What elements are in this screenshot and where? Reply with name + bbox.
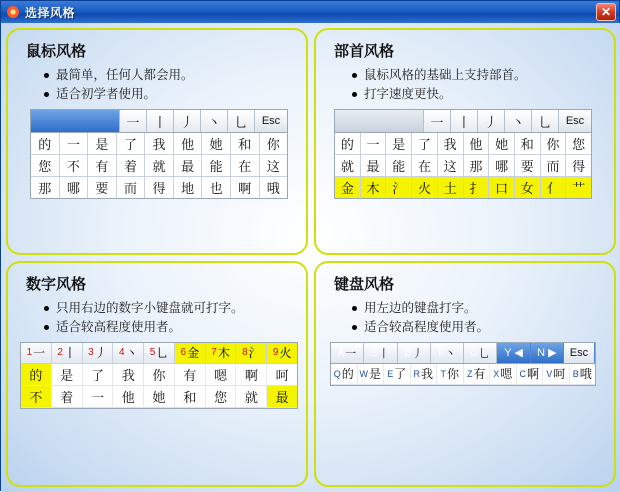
- candidate[interactable]: [384, 364, 411, 384]
- candidate[interactable]: 在: [231, 155, 260, 176]
- candidate[interactable]: 她: [489, 133, 515, 154]
- key-letter: V: [546, 368, 553, 379]
- candidate[interactable]: 呵: [267, 364, 297, 385]
- key-letter: T: [440, 368, 446, 379]
- candidate[interactable]: 这: [438, 155, 464, 176]
- stroke-key[interactable]: 一: [424, 110, 451, 132]
- key-letter: D: [404, 347, 411, 358]
- candidate[interactable]: 一: [361, 133, 387, 154]
- candidate[interactable]: 着: [52, 386, 83, 407]
- numpad-key[interactable]: [83, 343, 114, 363]
- numpad-key-number: 6: [180, 347, 187, 358]
- radical-candidate[interactable]: 木: [361, 177, 387, 198]
- list-item: 打字速度更快。: [352, 86, 604, 103]
- ime-preview-keyboard: [330, 342, 596, 386]
- prev-page-icon[interactable]: Y ◀: [497, 343, 530, 363]
- numpad-key-number: 8: [242, 347, 248, 358]
- numpad-key-number: 1: [26, 347, 33, 358]
- stroke-key[interactable]: 一: [120, 110, 147, 132]
- candidate[interactable]: 您: [566, 133, 591, 154]
- candidate[interactable]: 了: [412, 133, 438, 154]
- key-letter: B: [572, 368, 579, 379]
- key-glyph: 丿: [411, 347, 423, 360]
- window-body: [1, 23, 620, 492]
- candidate-glyph: 嗯: [500, 367, 513, 381]
- stroke-key[interactable]: [464, 343, 497, 363]
- candidate[interactable]: 您: [31, 155, 60, 176]
- panel-bullets-mouse: [44, 67, 296, 103]
- candidate-row: [31, 177, 287, 198]
- numpad-key-glyph: 丿: [94, 346, 107, 360]
- candidate-glyph: 是: [368, 367, 381, 381]
- stroke-key[interactable]: [431, 343, 464, 363]
- panel-bullets-radical: [352, 67, 604, 103]
- candidate-row: [31, 133, 287, 155]
- candidate[interactable]: 着: [117, 155, 146, 176]
- key-letter: C: [519, 368, 526, 379]
- candidate[interactable]: 的: [21, 364, 52, 385]
- candidate[interactable]: [543, 364, 570, 384]
- key-glyph: 丶: [444, 347, 456, 360]
- toolbar-spacer: [335, 110, 424, 132]
- candidate-glyph: 我: [420, 367, 433, 381]
- numpad-key-number: 2: [57, 347, 63, 358]
- key-glyph: 乚: [478, 347, 490, 360]
- ime-toolbar: [331, 343, 595, 364]
- candidate-glyph: 啊: [526, 367, 539, 381]
- radical-candidate[interactable]: 扌: [464, 177, 490, 198]
- candidate[interactable]: 了: [117, 133, 146, 154]
- candidate-row: [335, 133, 591, 155]
- candidate[interactable]: 就: [236, 386, 267, 407]
- numpad-key-number: 7: [211, 347, 217, 358]
- candidate[interactable]: 有: [88, 155, 117, 176]
- close-icon[interactable]: ✕: [596, 3, 616, 21]
- numpad-key-glyph: 丨: [63, 346, 76, 360]
- titlebar: [1, 1, 619, 23]
- candidate[interactable]: 哪: [60, 177, 89, 198]
- key-letter: F: [438, 347, 444, 358]
- key-letter: W: [359, 368, 368, 379]
- key-letter: S: [371, 347, 378, 358]
- radical-candidate[interactable]: 氵: [386, 177, 412, 198]
- candidate[interactable]: 这: [260, 155, 288, 176]
- candidate[interactable]: 啊: [236, 364, 267, 385]
- candidate[interactable]: 不: [60, 155, 89, 176]
- candidate[interactable]: 是: [88, 133, 117, 154]
- candidate-glyph: 的: [341, 367, 354, 381]
- panel-title-number: 数字风格: [26, 275, 87, 293]
- candidate-glyph: 了: [394, 367, 407, 381]
- candidate[interactable]: 你: [541, 133, 567, 154]
- list-item: 用左边的键盘打字。: [352, 300, 604, 317]
- style-option-radical[interactable]: [314, 28, 616, 255]
- candidate[interactable]: 地: [174, 177, 203, 198]
- esc-key[interactable]: Esc: [255, 110, 287, 132]
- candidate[interactable]: 能: [202, 155, 231, 176]
- numpad-key-number: 3: [88, 347, 94, 358]
- candidate[interactable]: 得: [145, 177, 174, 198]
- candidate[interactable]: 嗯: [206, 364, 237, 385]
- list-item: 适合初学者使用。: [44, 86, 296, 103]
- style-option-keyboard[interactable]: [314, 261, 616, 488]
- candidate[interactable]: 我: [438, 133, 464, 154]
- list-item: 适合较高程度使用者。: [352, 319, 604, 336]
- candidate[interactable]: 和: [515, 133, 541, 154]
- radical-candidate[interactable]: 亻: [541, 177, 567, 198]
- numpad-key-number: 9: [272, 347, 279, 358]
- candidate[interactable]: 您: [206, 386, 237, 407]
- candidate[interactable]: 了: [83, 364, 114, 385]
- style-option-mouse[interactable]: [6, 28, 308, 255]
- radical-candidate[interactable]: 艹: [566, 177, 591, 198]
- candidate[interactable]: 和: [175, 386, 206, 407]
- window-title: 选择风格: [25, 5, 76, 20]
- candidate[interactable]: 能: [386, 155, 412, 176]
- numpad-key[interactable]: [113, 343, 144, 363]
- candidate[interactable]: [358, 364, 385, 384]
- candidate[interactable]: 那: [464, 155, 490, 176]
- esc-key[interactable]: Esc: [564, 343, 595, 363]
- candidate-glyph: 哦: [579, 367, 592, 381]
- panel-bullets-keyboard: [352, 300, 604, 336]
- candidate[interactable]: 你: [260, 133, 288, 154]
- radical-candidate[interactable]: 口: [489, 177, 515, 198]
- candidate[interactable]: 他: [464, 133, 490, 154]
- candidate[interactable]: 和: [231, 133, 260, 154]
- panel-bullets-number: [44, 300, 296, 336]
- candidate[interactable]: 我: [113, 364, 144, 385]
- key-letter: G: [470, 347, 478, 358]
- stroke-key[interactable]: [364, 343, 397, 363]
- candidate-glyph: 有: [473, 367, 486, 381]
- ime-preview-radical: [334, 109, 592, 199]
- key-glyph: 丨: [378, 347, 390, 360]
- candidate[interactable]: 最: [174, 155, 203, 176]
- candidate[interactable]: 的: [335, 133, 361, 154]
- candidate[interactable]: 她: [144, 386, 175, 407]
- list-item: 只用右边的数字小键盘就可打字。: [44, 300, 296, 317]
- numpad-key[interactable]: [267, 343, 297, 363]
- list-item: 适合较高程度使用者。: [44, 319, 296, 336]
- list-item: 鼠标风格的基础上支持部首。: [352, 67, 604, 84]
- numpad-key[interactable]: [236, 343, 267, 363]
- ime-preview-number: [20, 342, 298, 409]
- candidate[interactable]: [490, 364, 517, 384]
- candidate[interactable]: 你: [144, 364, 175, 385]
- radical-candidate[interactable]: 火: [412, 177, 438, 198]
- style-option-number[interactable]: [6, 261, 308, 488]
- stroke-key[interactable]: 乚: [532, 110, 559, 132]
- candidate[interactable]: 得: [566, 155, 591, 176]
- candidate[interactable]: [464, 364, 491, 384]
- candidate-glyph: 呵: [553, 367, 566, 381]
- numpad-key[interactable]: [52, 343, 83, 363]
- panel-title-radical: 部首风格: [334, 43, 395, 60]
- numpad-key-number: 4: [118, 347, 125, 358]
- radical-candidate[interactable]: 土: [438, 177, 464, 198]
- candidate[interactable]: 最: [361, 155, 387, 176]
- candidate[interactable]: 啊: [231, 177, 260, 198]
- toolbar-spacer: [31, 110, 120, 132]
- numpad-key-number: 5: [149, 347, 156, 358]
- stroke-key[interactable]: 丶: [201, 110, 228, 132]
- stroke-key[interactable]: 丨: [147, 110, 174, 132]
- candidate[interactable]: 他: [113, 386, 144, 407]
- candidate[interactable]: 有: [175, 364, 206, 385]
- candidate[interactable]: 哪: [489, 155, 515, 176]
- numpad-key-glyph: 火: [279, 346, 292, 360]
- ime-toolbar: [31, 110, 287, 133]
- candidate[interactable]: 是: [386, 133, 412, 154]
- candidate[interactable]: 最: [267, 386, 297, 407]
- key-letter: Q: [333, 368, 341, 379]
- key-glyph: 一: [345, 347, 357, 360]
- stroke-key[interactable]: 丶: [505, 110, 532, 132]
- numpad-key-glyph: 丶: [125, 346, 138, 360]
- key-letter: E: [387, 368, 394, 379]
- candidate[interactable]: 在: [412, 155, 438, 176]
- candidate-row: [31, 155, 287, 177]
- key-letter: A: [338, 347, 345, 358]
- numpad-key[interactable]: [206, 343, 237, 363]
- numpad-key-glyph: 木: [217, 346, 230, 360]
- candidate[interactable]: 而: [541, 155, 567, 176]
- candidate[interactable]: 就: [145, 155, 174, 176]
- panel-title-keyboard: 键盘风格: [334, 275, 395, 293]
- candidate[interactable]: 的: [31, 133, 60, 154]
- candidate[interactable]: [570, 364, 596, 384]
- ime-preview-mouse: [30, 109, 288, 199]
- candidate[interactable]: [437, 364, 464, 384]
- candidate-row: [21, 386, 297, 408]
- candidate[interactable]: 一: [60, 133, 89, 154]
- candidate[interactable]: 要: [515, 155, 541, 176]
- candidate[interactable]: 要: [88, 177, 117, 198]
- numpad-key-glyph: 氵: [248, 346, 261, 360]
- numpad-key-glyph: 一: [33, 346, 46, 360]
- candidate-glyph: 你: [446, 367, 459, 381]
- numpad-key-glyph: 乚: [156, 346, 169, 360]
- stroke-key[interactable]: [331, 343, 364, 363]
- numpad-key[interactable]: [21, 343, 52, 363]
- candidate[interactable]: 那: [31, 177, 60, 198]
- candidate[interactable]: 她: [202, 133, 231, 154]
- candidate[interactable]: 不: [21, 386, 52, 407]
- esc-key[interactable]: Esc: [559, 110, 591, 132]
- numpad-key-glyph: 金: [187, 346, 200, 360]
- candidate[interactable]: [517, 364, 544, 384]
- key-letter: R: [413, 368, 420, 379]
- stroke-key[interactable]: 丿: [174, 110, 201, 132]
- numpad-key[interactable]: [144, 343, 175, 363]
- stroke-key[interactable]: 丿: [478, 110, 505, 132]
- candidate[interactable]: 也: [202, 177, 231, 198]
- candidate-row-radicals: [335, 177, 591, 198]
- panel-title-mouse: 鼠标风格: [26, 43, 87, 60]
- radical-candidate[interactable]: 女: [515, 177, 541, 198]
- candidate[interactable]: 他: [174, 133, 203, 154]
- numpad-key[interactable]: [175, 343, 206, 363]
- stroke-key[interactable]: [398, 343, 431, 363]
- candidate[interactable]: 我: [145, 133, 174, 154]
- candidate[interactable]: 是: [52, 364, 83, 385]
- numpad-row: [21, 343, 297, 364]
- candidate[interactable]: [411, 364, 438, 384]
- candidate[interactable]: 而: [117, 177, 146, 198]
- candidate[interactable]: 就: [335, 155, 361, 176]
- candidate-row: [331, 364, 595, 385]
- flower-icon: [5, 4, 21, 20]
- next-page-icon[interactable]: N ▶: [531, 343, 564, 363]
- stroke-key[interactable]: 乚: [228, 110, 255, 132]
- stroke-key[interactable]: 丨: [451, 110, 478, 132]
- ime-toolbar: [335, 110, 591, 133]
- candidate[interactable]: [331, 364, 358, 384]
- candidate-row: [21, 364, 297, 386]
- key-letter: Z: [466, 368, 473, 379]
- key-letter: X: [493, 368, 500, 379]
- candidate[interactable]: 一: [83, 386, 114, 407]
- candidate[interactable]: 哦: [260, 177, 288, 198]
- style-grid: [6, 28, 616, 487]
- candidate-row: [335, 155, 591, 177]
- list-item: 最简单，任何人都会用。: [44, 67, 296, 84]
- radical-candidate[interactable]: 金: [335, 177, 361, 198]
